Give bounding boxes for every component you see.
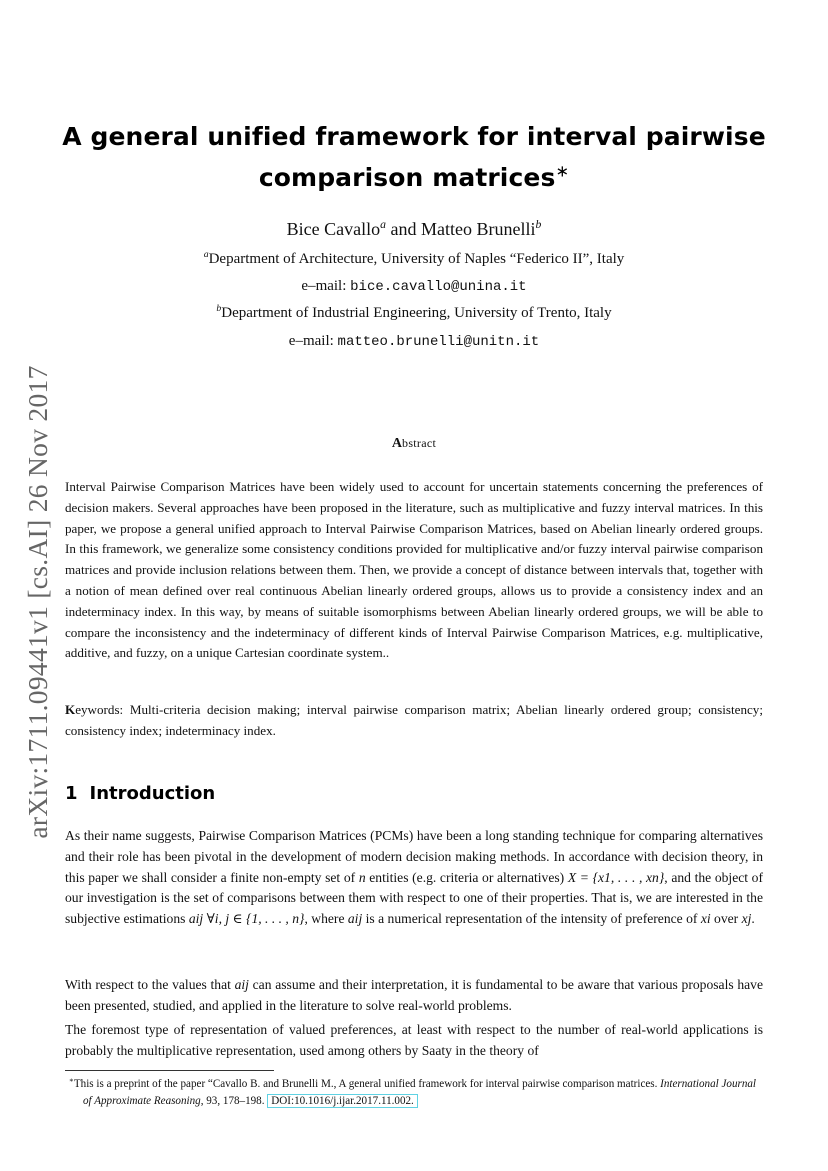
abstract-heading-initial: A xyxy=(391,436,403,451)
affiliation-1-text: Department of Architecture, University of Naples “Federico II”, Italy xyxy=(208,251,625,267)
intro-p1-text-e: is a numerical representation of the intensity of preference of xyxy=(362,911,701,926)
intro-p1-end: . xyxy=(751,911,755,926)
section-number: 1 xyxy=(65,783,78,804)
section-heading xyxy=(65,783,215,804)
intro-p1-text-a: As their name suggests, Pairwise Comparison Matrices (PCMs) have been a long standing technique for comparing alternatives and their role has been pivotal in the development of modern decision making methods. In accordance with decision theory, in this paper we shall consider a finite non-empty set of xyxy=(65,828,763,885)
email-2-line xyxy=(60,333,768,350)
math-aij: aij xyxy=(347,911,363,926)
author-1-affil-mark: a xyxy=(380,218,386,231)
math-aij-2: aij xyxy=(234,977,249,992)
affiliation-2-text: Department of Industrial Engineering, University of Trento, Italy xyxy=(221,305,612,321)
math-estimations: aij ∀i, j ∈ {1, . . . , n} xyxy=(188,911,305,926)
doi-link[interactable]: DOI:10.1016/j.ijar.2017.11.002. xyxy=(267,1094,418,1108)
paper-title-text: comparison matrices xyxy=(258,163,556,192)
intro-paragraph-2 xyxy=(65,975,763,1017)
paper-title-line-1: A general unified framework for interval pairwise xyxy=(62,122,766,151)
math-set-x: X = {x1, . . . , xn} xyxy=(567,869,665,885)
abstract-text: Interval Pairwise Comparison Matrices have been widely used to account for uncertain statements concerning the preferences of decision makers. Several approaches have been proposed in the literature, such as multiplicative and fuzzy interval matrices. In this paper, we propose a general unified approach to Interval Pairwise Comparison Matrices, based on Abelian linearly ordered groups. In this framework, we generalize some consistency conditions provided for multiplicative and/or fuzzy interval pairwise comparison matrices and provide inclusion relations between them. Then, we provide a concept of distance between intervals that, together with a notion of mean defined over real continuous Abelian linearly ordered groups, allows us to provide a consistency index and an indeterminacy index. In this way, by means of suitable isomorphisms between Abelian linearly ordered groups, we will be able to compare the inconsistency and the indeterminacy of different kinds of Interval Pairwise Comparison Matrices, e.g. multiplicative, additive, and fuzzy, on a unique Cartesian coordinate system.. xyxy=(65,479,763,661)
intro-paragraph-3: The foremost type of representation of valued preferences, at least with respect to the number of real-world applications is probably the multiplicative representation, used among others by Saaty in the theory of xyxy=(65,1022,763,1058)
footnote xyxy=(65,1076,763,1110)
authors-and: and xyxy=(386,219,421,239)
intro-p2-text-a: With respect to the values that xyxy=(65,977,235,992)
affiliation-1-mark: a xyxy=(203,249,209,260)
arxiv-identifier: arXiv:1711.09441v1 [cs.AI] 26 Nov 2017 xyxy=(22,365,53,839)
affiliation-1 xyxy=(60,251,768,268)
email-1-address[interactable]: bice.cavallo@unina.it xyxy=(350,279,527,295)
abstract-heading xyxy=(60,436,768,452)
author-2-affil-mark: b xyxy=(535,218,542,231)
footnote-rule xyxy=(65,1070,274,1071)
math-xi: xi xyxy=(700,911,711,926)
authors-line xyxy=(60,219,768,240)
email-2-address[interactable]: matteo.brunelli@unitn.it xyxy=(337,334,540,350)
email-2-label: e–mail: xyxy=(288,333,338,349)
footnote-mark: ∗ xyxy=(69,1076,74,1085)
author-1: Bice Cavallo xyxy=(286,219,381,239)
email-1-line xyxy=(60,278,768,295)
math-xj: xj xyxy=(741,911,752,926)
abstract-heading-rest: bstract xyxy=(402,436,437,450)
keywords xyxy=(65,700,763,742)
intro-paragraph-1 xyxy=(65,826,763,930)
email-1-label: e–mail: xyxy=(301,278,351,294)
intro-p1-text-b: entities (e.g. criteria or alternatives) xyxy=(365,869,568,885)
keywords-label-rest: eywords: xyxy=(75,702,124,717)
footnote-text-b: , 93, 178–198. xyxy=(200,1095,268,1107)
intro-p1-text-d: , where xyxy=(304,911,348,926)
section-title: Introduction xyxy=(89,783,216,804)
affiliation-2-mark: b xyxy=(216,303,222,314)
intro-p1-over: over xyxy=(710,911,742,926)
author-2: Matteo Brunelli xyxy=(421,219,536,239)
affiliation-2 xyxy=(60,305,768,322)
footnote-text-a: This is a preprint of the paper “Cavallo B. and Brunelli M., A general unified framework for interval pairwise comparison matrices. xyxy=(73,1078,661,1090)
keywords-text: Multi-criteria decision making; interval pairwise comparison matrix; Abelian linearly ordered group; consistency; consistency index; indeterminacy index. xyxy=(65,702,763,738)
intro-p1-text-c: , and the object of our investigation is the set of comparisons between them with respect to one of their properties. That is, we are interested in the subjective estimations xyxy=(65,869,763,926)
paper-title-line-2 xyxy=(60,163,768,192)
footnote-journal: International Journal of Approximate Reasoning xyxy=(83,1078,757,1107)
keywords-label-initial: K xyxy=(65,702,76,717)
title-footnote-mark: ∗ xyxy=(555,161,570,181)
intro-p2-text-b: can assume and their interpretation, it is fundamental to be aware that various proposals have been presented, studied, and applied in the literature to solve real-world problems. xyxy=(65,977,763,1013)
math-n: n xyxy=(358,869,366,885)
